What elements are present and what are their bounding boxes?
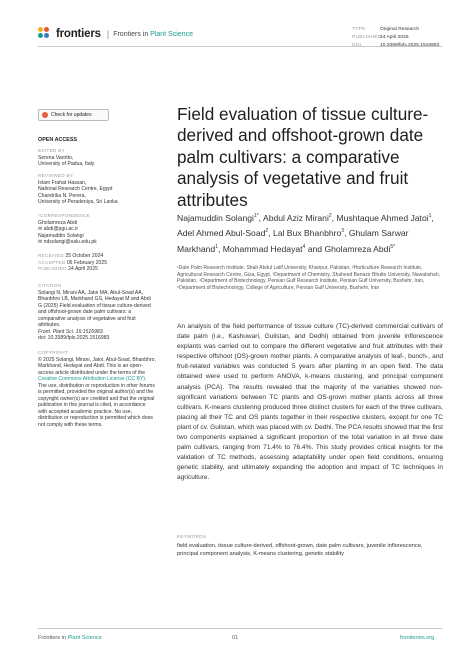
header-rule — [38, 46, 442, 47]
article-title: Field evaluation of tissue culture-derived and offshoot-grown date palm cultivars: a comparative analysis of vegetative and fruit attributes — [177, 104, 429, 210]
journal-name: Frontiers in Plant Science — [113, 30, 193, 38]
check-updates-button[interactable]: Check for updates — [38, 109, 109, 121]
page-number: 01 — [232, 635, 239, 641]
published-date: 24 April 2025 — [380, 35, 409, 40]
check-updates-icon — [42, 112, 48, 118]
brand-name: frontiers — [56, 28, 101, 40]
copyright: COPYRIGHT © 2025 Solangi, Mirani, Jatoi, Abul-Soad, Bhanbhro, Markhand, Hedayat and Abdi. This is an open-access article distributed under the terms of the Creative Commons Attribution License (CC BY). The use, distribution or reproduction in other forums is permitted, provided the original author(s) and the copyright owner(s) are credited and that the original publication in this journal is cited, in accordance with accepted academic practice. No use, distribution or reproduction is permitted which does not comply with these terms. — [38, 350, 156, 428]
correspondence-email[interactable]: ✉ abdi@pgu.ac.ir — [38, 226, 79, 232]
dates: RECEIVED 25 October 2024 ACCEPTED 06 February 2025 PUBLISHED 24 April 2025 — [38, 253, 108, 272]
affiliations: ¹Date Palm Research Institute, Shah Abdul Latif University, Khairpur, Pakistan, ²Horticulture Research Institute, Agricultural Research Centre, Giza, Egypt, ³Department of Chemistry, Shaheed Benazir Bhutto University, Nawabshah, Pakistan, ⁴Department of Biotechnology, Persian Gulf Research Institute, Persian Gulf University, Bushehr, Iran, ⁵Department of Biotechnology, College of Agriculture, Persian Gulf University, Bushehr, Iran — [177, 265, 440, 291]
frontiers-logo[interactable] — [38, 27, 193, 41]
keywords: field evaluation, tissue culture-derived, offshoot-grown, date palm cultivars, juvenile inflorescence, principal component analysis, K-means clustering, genetic stability — [177, 543, 423, 557]
correspondence-email[interactable]: ✉ ndsolangi@salu.edu.pk — [38, 239, 97, 245]
frontiers-logo-icon — [38, 27, 52, 41]
citation: CITATION Solangi N, Mirani AA, Jatoi MA, Abul-Soad AA, Bhanbhro LB, Markhand GS, Hedayat M and Abdi G (2025) Field evaluation of tissue culture-derived and offshoot-grown date palm cultivars: a comparative analysis of vegetative and fruit attributes. Front. Plant Sci. 16:1516983. doi: 10.3389/fpls.2025.1516983 — [38, 283, 156, 342]
author-list: Najamuddin Solangi$^{1*}$, Abdul Aziz Mirani$^2$, Mushtaque Ahmed Jatoi$^1$, Adel Ahmed Abul-Soad$^2$, Lal Bux Bhanbhro$^3$, Ghulam Sarwar Markhand$^1$, Mohammad Hedayat$^4$ and Gholamreza Abdi$^{5*}$ — [177, 212, 434, 254]
open-access-label: OPEN ACCESS — [38, 137, 78, 143]
edited-by: EDITED BY Serena Varotto, University of Padua, Italy — [38, 148, 95, 167]
citation-doi[interactable]: doi: 10.3389/fpls.2025.1516983 — [38, 335, 110, 341]
article-meta: TYPE Original Research PUBLISHED24 April 2025 — [352, 26, 439, 50]
site-link[interactable]: frontiersin.org — [400, 635, 435, 641]
license-link[interactable]: Creative Commons Attribution License (CC BY). — [38, 376, 147, 382]
abstract: An analysis of the field performance of tissue culture (TC)-derived commercial cultivars of date palm (i.e., Kashuwari, Gulistan, and Dedhi) obtained from juvenile inflorescence explants was carried out to compare the different vegetative and fruit attributes with their respective offshoot (OS)-grown mother plants. A comparative analysis of leaf-, bunch-, and fruit-related variables was conducted 5 years after planting in an open field. The data obtained were used to perform ANOVA, k-means clustering, and principal component analysis (PCA). The results revealed that the majority of the variables showed non-significant variations between TC plants and OS-grown mother plants across all three cultivars. K-means clustering produced three distinct clusters for each of the three cultivars, placing all their TC and OS plants together in their respective clusters, except for one TC plant of cv. Gulistan, which was placed with cv. Dedhi. The PCA results showed that the first two components explained a significant proportion of the total variation in all three date palm cultivars, ranging from 71.4% to 76.4%. This study provides critical insights for the validation of TC methods, assessing adaptability under open field conditions, ensuring genetic stability, and ultimately expanding the adoption and impact of TC techniques in agriculture. — [177, 323, 443, 482]
correspondence: *CORRESPONDENCE Gholamreza Abdi ✉ abdi@pgu.ac.ir Najamuddin Solangi ✉ ndsolangi@salu.edu.pk — [38, 213, 156, 246]
keywords-label: KEYWORDS — [177, 534, 207, 539]
footer-journal: Frontiers in Plant Science — [38, 635, 102, 641]
footer-rule — [38, 628, 442, 629]
article-type: Original Research — [380, 27, 420, 32]
logo-separator: | — [106, 29, 110, 39]
reviewed-by: REVIEWED BY Islam Frahat Hassan, National Research Centre, Egypt Chandrika N. Perera, University of Peradeniya, Sri Lanka — [38, 173, 118, 205]
